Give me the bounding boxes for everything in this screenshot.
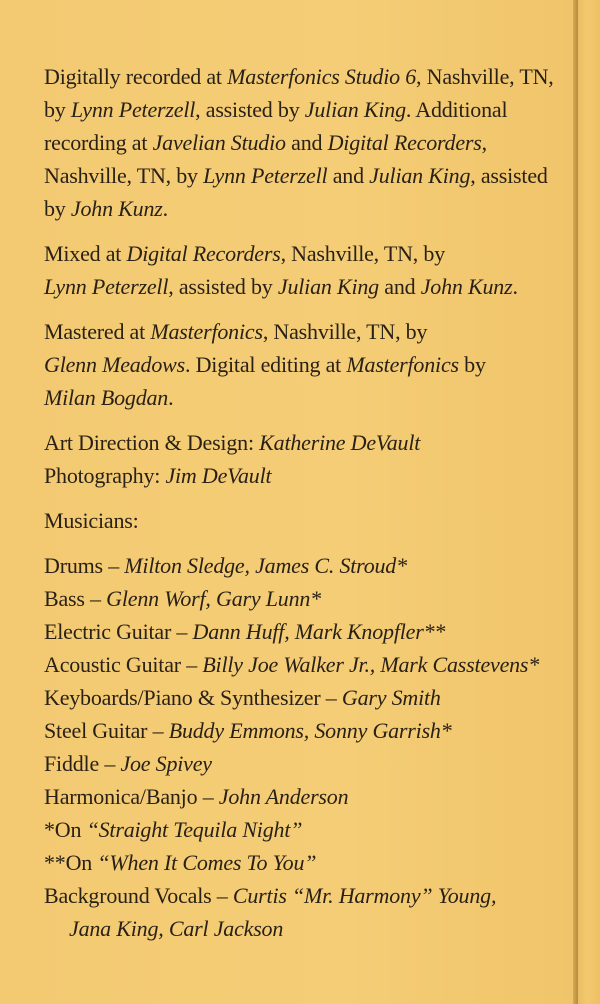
mastering-line-1 [44,315,600,348]
text: . [162,196,168,221]
musician-names: Dann Huff, Mark Knopfler** [192,619,446,644]
recording-line-3 [44,126,600,159]
person-name: Lynn Peterzell [44,274,169,299]
person-name: Julian King [277,274,379,299]
person-name: Lynn Peterzell [70,97,196,122]
text: by [44,196,71,221]
instrument-role: Fiddle – [44,751,121,776]
text: Photography: [44,463,166,488]
text: . [512,274,518,299]
mixing-line-2 [44,270,600,303]
text: . Additional [405,97,508,122]
photography-line [44,459,600,492]
instrument-role: Harmonica/Banjo – [44,784,219,809]
recording-line-1 [44,60,600,93]
instrument-role: Steel Guitar – [44,718,169,743]
footnote-double-star [44,846,600,879]
person-name: John Kunz [420,274,513,299]
musician-row [44,549,600,582]
text: **On [44,850,98,875]
musician-names: Joe Spivey [120,751,212,776]
musician-names: Milton Sledge, James C. Stroud* [124,553,407,578]
text: Art Direction & Design: [44,430,260,455]
song-title: “Straight Tequila Night” [86,817,303,842]
person-name: Katherine DeVault [259,430,421,455]
musician-names: Curtis “Mr. Harmony” Young, [232,883,497,908]
text: Mastered at [44,319,151,344]
text: and [378,274,421,299]
instrument-role: Acoustic Guitar – [44,652,203,677]
text: and [285,130,328,155]
instrument-role: Bass – [44,586,107,611]
musician-names: Buddy Emmons, Sonny Garrish* [168,718,452,743]
musicians-list [44,549,600,945]
musician-names: Jana King, Carl Jackson [69,916,284,941]
person-name: Julian King [304,97,406,122]
text: Digitally recorded at [44,64,228,89]
mixing-line-1 [44,237,600,270]
text: *On [44,817,87,842]
recording-line-2 [44,93,600,126]
background-vocals-row [44,879,600,912]
text: , assisted [470,163,548,188]
person-name: Jim DeVault [165,463,272,488]
text: recording at [44,130,153,155]
song-title: “When It Comes To You” [97,850,317,875]
musician-row [44,582,600,615]
mastering-line-2 [44,348,600,381]
musician-names: Gary Smith [341,685,441,710]
recording-line-4 [44,159,600,192]
studio-name: Masterfonics [150,319,263,344]
text: , [481,130,487,155]
footnote-single-star [44,813,600,846]
text: , Nashville, TN, by [280,241,446,266]
text: . [168,385,174,410]
musician-row [44,648,600,681]
musician-row [44,714,600,747]
musician-names: Glenn Worf, Gary Lunn* [106,586,321,611]
instrument-role: Drums – [44,553,125,578]
musician-row [44,780,600,813]
musician-row [44,615,600,648]
text: by [44,97,71,122]
studio-name: Masterfonics Studio 6 [227,64,417,89]
studio-name: Digital Recorders [327,130,482,155]
musician-row [44,681,600,714]
recording-line-5 [44,192,600,225]
text: and [327,163,370,188]
mastering-credits [44,315,600,414]
instrument-role: Electric Guitar – [44,619,193,644]
person-name: John Kunz [70,196,163,221]
text: , assisted by [168,274,278,299]
musician-names: John Anderson [218,784,349,809]
recording-credits [44,60,600,225]
art-credits [44,426,600,492]
mastering-line-3 [44,381,600,414]
instrument-role: Background Vocals – [44,883,233,908]
art-direction-line [44,426,600,459]
person-name: Julian King [369,163,471,188]
background-vocals-row-continued [44,912,600,945]
person-name: Glenn Meadows [44,352,185,377]
instrument-role: Keyboards/Piano & Synthesizer – [44,685,342,710]
credits-text [44,60,600,945]
person-name: Lynn Peterzell [203,163,328,188]
text: Nashville, TN, by [44,163,204,188]
text: , Nashville, TN, by [262,319,428,344]
text: by [458,352,486,377]
studio-name: Javelian Studio [152,130,286,155]
musician-row [44,747,600,780]
musicians-heading-text: Musicians: [44,508,139,533]
text: . Digital editing at [185,352,347,377]
person-name: Milan Bogdan [44,385,169,410]
text: , Nashville, TN, [416,64,554,89]
musicians-heading [44,504,600,537]
studio-name: Masterfonics [346,352,459,377]
text: Mixed at [44,241,127,266]
mixing-credits [44,237,600,303]
musician-names: Billy Joe Walker Jr., Mark Casstevens* [202,652,540,677]
text: , assisted by [195,97,305,122]
studio-name: Digital Recorders [126,241,281,266]
